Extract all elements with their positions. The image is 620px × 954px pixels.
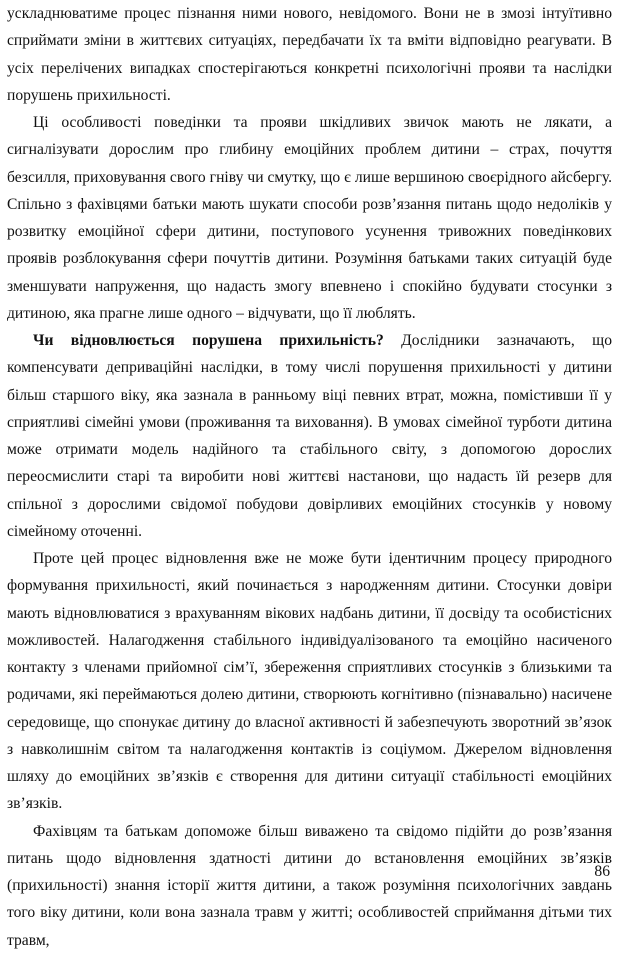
document-body — [7, 0, 612, 954]
paragraph-5-text: Фахівцям та батькам допоможе більш виважено та свідомо підійти до розв’язання питань щодо відновлення здатності дитини до встановлення емоційних зв’язків (прихильності) знання історії життя дитини, а також розуміння психологічних завдань того віку дитини, коли вона зазнала травм у житті; особливостей сприймання дітьми тих травм, — [7, 822, 612, 949]
paragraph-3-bold-lead: Чи відновлюється порушена прихильність? — [33, 332, 384, 349]
paragraph-1-text: ускладнюватиме процес пізнання ними нового, невідомого. Вони не в змозі інтуїтивно сприймати зміни в життєвих ситуаціях, передбачати їх та вміти відповідно реагувати. В усіх перелічених випадках спостерігаються конкретні психологічні прояви та наслідки порушень прихильності. — [7, 5, 612, 104]
paragraph-4 — [7, 545, 612, 818]
paragraph-1 — [7, 0, 612, 109]
page-number: 86 — [594, 863, 610, 880]
paragraph-3 — [7, 327, 612, 545]
paragraph-5 — [7, 818, 612, 954]
paragraph-3-text: Дослідники зазначають, що компенсувати деприваційні наслідки, в тому числі порушення прихильності у дитини більш старшого віку, яка зазнала в ранньому віці певних втрат, можна, помістивши її у сприятливі сімейні умови (проживання та виховання). В умовах сімейної турботи дитина може отримати модель надійного та стабільного світу, з допомогою дорослих переосмислити старі та виробити нові життєві настанови, що надасть їй резерв для спільної з дорослими свідомої побудови довірливих емоційних стосунків у новому сімейному оточенні. — [7, 332, 612, 540]
paragraph-2 — [7, 109, 612, 327]
paragraph-4-text: Проте цей процес відновлення вже не може бути ідентичним процесу природного формування прихильності, який починається з народженням дитини. Стосунки довіри мають відновлюватися з врахуванням вікових надбань дитини, її досвіду та особистісних можливостей. Налагодження стабільного індивідуалізованого та емоційно насиченого контакту з членами прийомної сім’ї, збереження сприятливих стосунків з близькими та родичами, які переймаються долею дитини, створюють когнітивно (пізнавально) насичене середовище, що спонукає дитину до власної активності й забезпечують зворотний зв’язок з навколишнім світом та налагодження контактів із соціумом. Джерелом відновлення шляху до емоційних зв’язків є створення для дитини ситуації стабільності емоційних зв’язків. — [7, 550, 612, 813]
paragraph-2-text: Ці особливості поведінки та прояви шкідливих звичок мають не лякати, а сигналізувати дорослим про глибину емоційних проблем дитини – страх, почуття безсилля, приховування свого гніву чи смутку, що є лише вершиною своєрідного айсбергу. Спільно з фахівцями батьки мають шукати способи розв’язання питань щодо недоліків у розвитку емоційної сфери дитини, поступового усунення тривожних поведінкових проявів розблокування сфери почуттів дитини. Розуміння батьками таких ситуацій буде зменшувати напруження, що надасть змогу впевнено і спокійно будувати стосунки з дитиною, яка прагне лише одного – відчувати, що її люблять. — [7, 114, 612, 322]
